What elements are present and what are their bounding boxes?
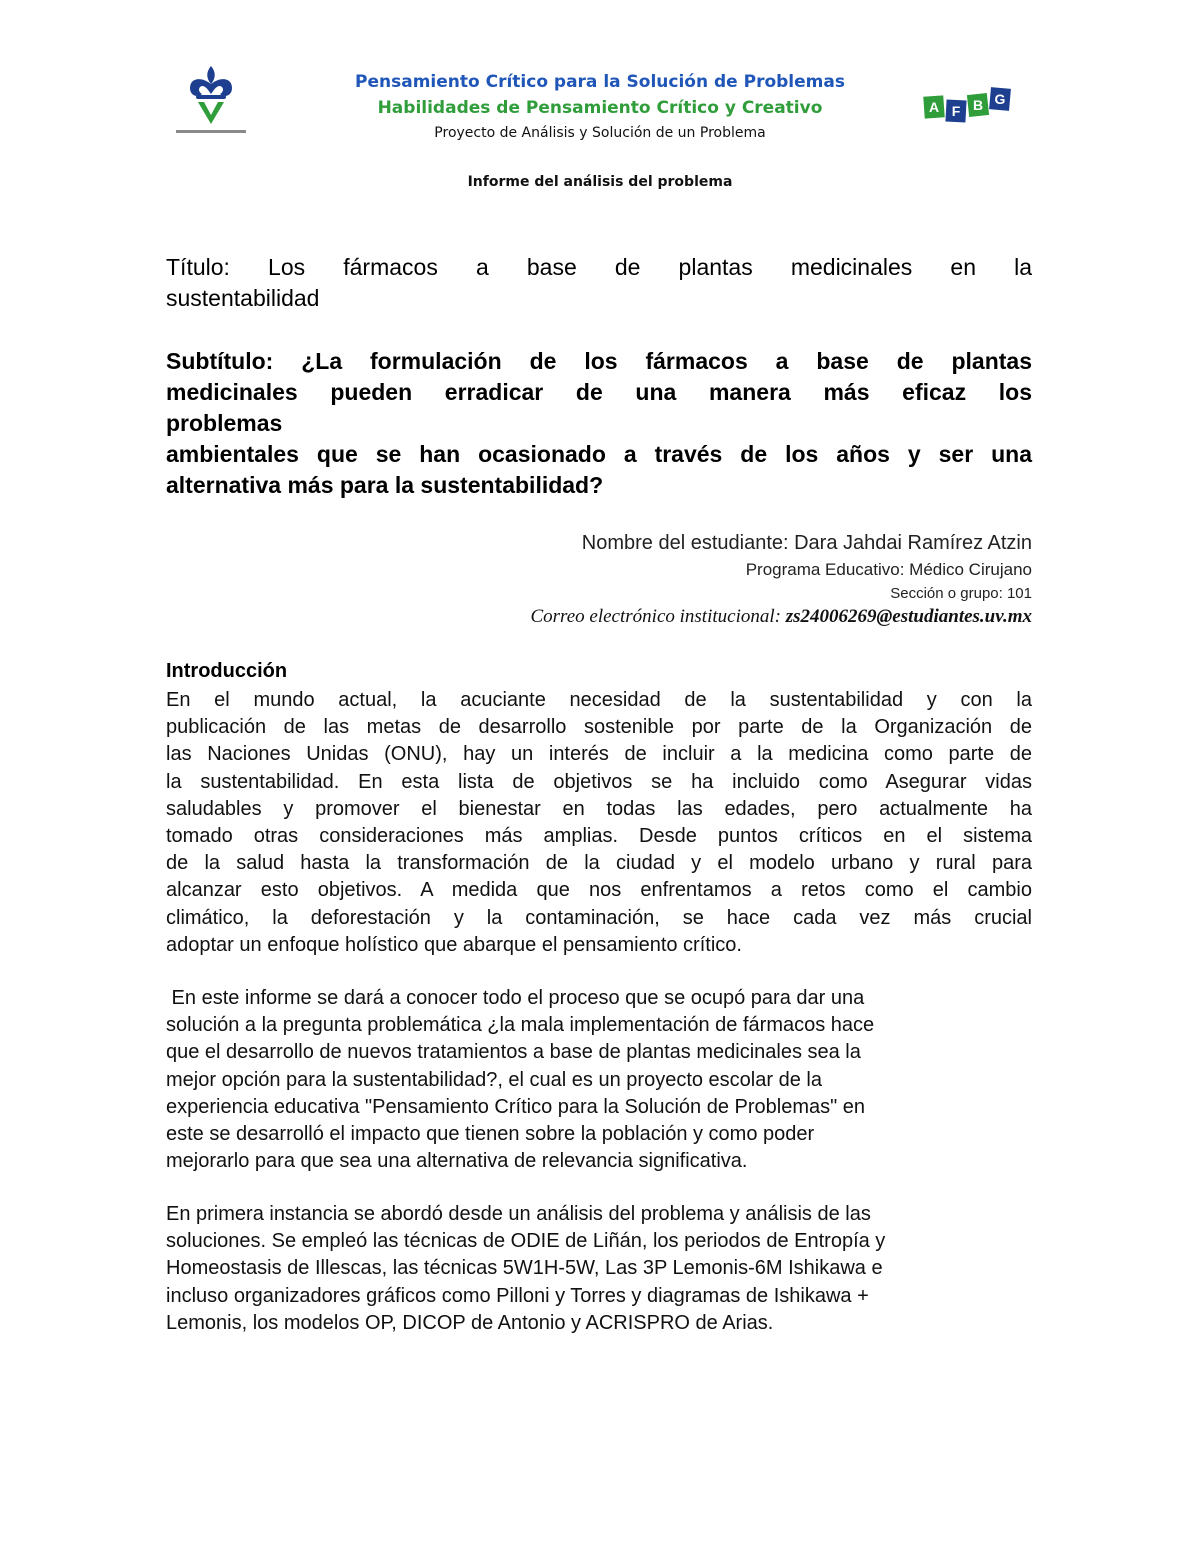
title-line1: Los fármacos a base de plantas medicinales en la [268, 254, 1032, 280]
subtitle-label: Subtítulo: [166, 348, 274, 374]
paragraph-line: Homeostasis de Illescas, las técnicas 5W1H-5W, Las 3P Lemonis-6M Ishikawa e [166, 1257, 883, 1280]
afbg-letter: G [994, 91, 1006, 107]
intro-paragraph-3 [166, 1201, 1032, 1337]
subject-title: Habilidades de Pensamiento Crítico y Creativo [377, 98, 823, 118]
student-group: Sección o grupo: 101 [890, 585, 1032, 602]
student-email-line [530, 606, 1032, 628]
afbg-letter: F [951, 103, 961, 119]
document-subtitle [166, 346, 1032, 501]
paragraph-line: experiencia educativa "Pensamiento Crítico para la Solución de Problemas" en [166, 1095, 866, 1118]
email-address: zs24006269@estudiantes.uv.mx [785, 606, 1032, 627]
student-program: Programa Educativo: Médico Cirujano [745, 560, 1032, 579]
paragraph-line: solución a la pregunta problemática ¿la mala implementación de fármacos hace [166, 1014, 875, 1037]
subtitle-line2: medicinales pueden erradicar de una manera más eficaz los [166, 379, 1032, 405]
paragraph-line: publicación de las metas de desarrollo sostenible por parte de la Organización de [166, 716, 1032, 739]
title-label: Título: [166, 254, 230, 280]
paragraph-line: mejor opción para la sustentabilidad?, el cual es un proyecto escolar de la [166, 1068, 822, 1091]
paragraph-line: adoptar un enfoque holístico que abarque el pensamiento crítico. [166, 933, 742, 956]
paragraph-line: alcanzar esto objetivos. A medida que nos enfrentamos a retos como el cambio [166, 879, 1032, 902]
university-logo [168, 62, 254, 138]
paragraph-line: soluciones. Se empleó las técnicas de ODIE de Liñán, los periodos de Entropía y [166, 1230, 886, 1253]
paragraph-line: saludables y promover el bienestar en todas las edades, pero actualmente ha [166, 797, 1032, 820]
subtitle-line3: problemas [166, 410, 283, 436]
paragraph-line: En este informe se dará a conocer todo el proceso que se ocupó para dar una [166, 987, 865, 1009]
subtitle-line1: ¿La formulación de los fármacos a base de plantas [301, 348, 1032, 374]
title-line2: sustentabilidad [166, 285, 320, 311]
paragraph-line: En primera instancia se abordó desde un análisis del problema y análisis de las [166, 1203, 871, 1225]
intro-paragraph-2 [166, 985, 1032, 1175]
afbg-logo [922, 84, 1018, 128]
paragraph-line: mejorarlo para que sea una alternativa de relevancia significativa. [166, 1150, 748, 1173]
paragraph-line: incluso organizadores gráficos como Pilloni y Torres y diagramas de Ishikawa + [166, 1284, 869, 1307]
subtitle-line4: ambientales que se han ocasionado a través de los años y ser una [166, 441, 1032, 467]
email-label: Correo electrónico institucional: [530, 606, 781, 627]
paragraph-line: las Naciones Unidas (ONU), hay un interés de incluir a la medicina como parte de [166, 743, 1032, 766]
paragraph-line: que el desarrollo de nuevos tratamientos a base de plantas medicinales sea la [166, 1041, 861, 1064]
report-title: Informe del análisis del problema [467, 174, 733, 190]
document-title [166, 252, 1032, 314]
afbg-letter: B [972, 97, 984, 113]
intro-heading: Introducción [166, 660, 288, 682]
course-title: Pensamiento Crítico para la Solución de Problemas [355, 72, 845, 92]
paragraph-line: En el mundo actual, la acuciante necesidad de la sustentabilidad y con la [166, 689, 1032, 711]
paragraph-line: Lemonis, los modelos OP, DICOP de Antonio y ACRISPRO de Arias. [166, 1311, 774, 1334]
paragraph-line: de la salud hasta la transformación de la ciudad y el modelo urbano y rural para [166, 852, 1032, 875]
project-title: Proyecto de Análisis y Solución de un Problema [434, 125, 766, 141]
subtitle-line5: alternativa más para la sustentabilidad? [166, 472, 604, 498]
afbg-letter: A [928, 99, 940, 115]
intro-paragraph-1 [166, 687, 1032, 959]
paragraph-line: la sustentabilidad. En esta lista de objetivos se ha incluido como Asegurar vidas [166, 770, 1032, 793]
paragraph-line: climático, la deforestación y la contaminación, se hace cada vez más crucial [166, 906, 1032, 929]
paragraph-line: tomado otras consideraciones más amplias. Desde puntos críticos en el sistema [166, 825, 1032, 848]
student-name: Nombre del estudiante: Dara Jahdai Ramírez Atzin [581, 532, 1032, 554]
paragraph-line: este se desarrolló el impacto que tienen sobre la población y como poder [166, 1123, 815, 1146]
